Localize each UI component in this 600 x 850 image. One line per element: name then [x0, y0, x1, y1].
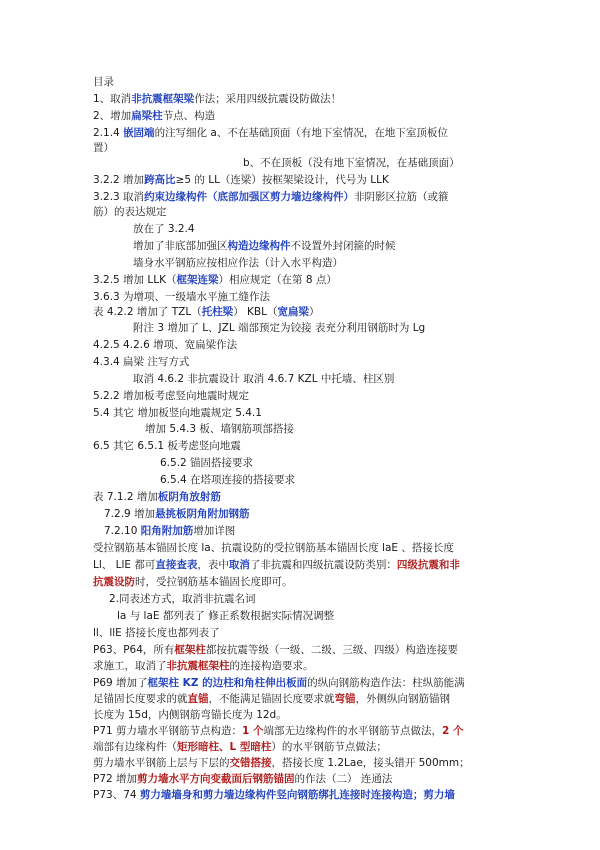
- blue-highlight-text: 构造边缘构件: [227, 240, 291, 252]
- text-line: [93, 741, 387, 754]
- body-text: ） KBL（: [233, 306, 278, 318]
- text-line: [93, 440, 241, 453]
- text-line: [133, 322, 425, 335]
- body-text: P63、P64，所有: [93, 644, 175, 656]
- red-highlight-text: 直锚: [187, 693, 209, 705]
- blue-highlight-text: 宽扁梁: [277, 306, 309, 318]
- body-text: 不设置外封闭箍的时候: [290, 240, 396, 252]
- body-text: 5.2.2 增加板考虑竖向地震时规定: [93, 390, 250, 402]
- body-text: 都按抗震等级（一级、二级、三级、四级）构造连接要: [205, 644, 458, 656]
- text-line: [93, 339, 237, 352]
- body-text: 的注写细化 a、不在基础顶面（有地下室情况，在地下室顶板位: [154, 127, 448, 139]
- body-text: 置）: [93, 142, 114, 154]
- body-text: 端部有边缘构件（: [93, 741, 177, 753]
- blue-highlight-text: 板阴角放射筋: [157, 491, 221, 503]
- text-line: [93, 407, 262, 420]
- text-line: [133, 373, 394, 386]
- body-text: 3.6.3 为增项、一级墙水平施工缝作法: [93, 291, 271, 303]
- body-text: 长度为 15d，内侧钢筋弯锚长度为 12d。: [93, 709, 287, 721]
- body-text: 墙身水平钢筋应按相应作法（计入水平构造）: [133, 257, 343, 269]
- blue-highlight-text: 框架柱 KZ 的边柱和角柱伸出板面: [147, 677, 308, 689]
- body-text: 取消 4.6.2 非抗震设计 取消 4.6.7 KZL 中托墙、柱区别: [133, 373, 395, 385]
- text-line: [104, 525, 235, 538]
- text-line: [93, 789, 455, 802]
- text-line: [93, 693, 450, 706]
- body-text: 表 4.2.2 增加了 TZL（: [93, 306, 202, 318]
- blue-highlight-text: 跨高比: [144, 174, 176, 186]
- body-text: 6.5.2 锚固搭接要求: [160, 457, 254, 469]
- body-text: ，表中: [197, 559, 229, 571]
- red-highlight-text: 交错搭接: [229, 757, 272, 769]
- body-text: 3.2.5 增加 LLK（: [93, 274, 177, 286]
- body-text: 增加详图: [193, 525, 236, 537]
- body-text: 增加了非底部加强区: [133, 240, 228, 252]
- text-line: [117, 610, 334, 623]
- text-line: [93, 709, 287, 722]
- text-line: [93, 356, 189, 369]
- text-line: [93, 542, 454, 555]
- body-text: b、不在顶板（没有地下室情况，在基础顶面）: [243, 157, 460, 169]
- body-text: 7.2.10: [104, 525, 141, 537]
- body-text: 的作法（二） 连通法: [294, 773, 393, 785]
- text-line: [109, 593, 256, 606]
- body-text: 7.2.9 增加: [104, 508, 156, 520]
- red-highlight-text: 四级抗震和非: [396, 559, 460, 571]
- red-highlight-text: 2 个: [442, 725, 464, 737]
- text-line: [93, 206, 167, 219]
- body-text: 4.3.4 扁梁 注写方式: [93, 356, 190, 368]
- text-line: [93, 191, 449, 204]
- body-text: 3.2.3 取消: [93, 191, 145, 203]
- text-line: [93, 576, 293, 589]
- text-line: [243, 157, 460, 170]
- body-text: P73、74: [93, 789, 140, 801]
- red-highlight-text: 抗震设防: [93, 576, 135, 588]
- text-line: [93, 76, 114, 89]
- text-line: [160, 474, 295, 487]
- body-text: 求施工，取消了: [93, 660, 167, 672]
- text-line: [93, 142, 114, 155]
- body-text: 6.5 其它 6.5.1 板考虑竖向地震: [93, 440, 241, 452]
- red-highlight-text: 弯锚: [334, 693, 356, 705]
- body-text: 3.2.2 增加: [93, 174, 145, 186]
- body-text: 2.1.4: [93, 127, 124, 139]
- body-text: 受拉钢筋基本锚固长度 la、抗震设防的受拉钢筋基本锚固长度 laE 、搭接长度: [93, 542, 454, 554]
- body-text: 的连接构造要求。: [229, 660, 314, 672]
- body-text: 放在了 3.2.4: [133, 223, 195, 235]
- blue-highlight-text: 托柱梁: [201, 306, 234, 318]
- body-text: P72 增加: [93, 773, 138, 785]
- text-line: [93, 306, 319, 319]
- body-text: 目录: [93, 76, 114, 88]
- body-text: 增加 5.4.3 板、墙钢筋项部搭接: [145, 423, 294, 435]
- body-text: ，外侧纵向钢筋锚钢: [355, 693, 450, 705]
- text-line: [160, 457, 253, 470]
- text-line: [93, 559, 460, 572]
- body-text: 节点、构造: [162, 110, 216, 122]
- body-text: ，不能满足锚固长度要求就: [208, 693, 335, 705]
- red-highlight-text: 1 个: [242, 725, 264, 737]
- body-text: ）: [308, 306, 320, 318]
- text-line: [93, 725, 463, 738]
- red-highlight-text: 剪力墙水平方向变截面后钢筋锚固: [137, 773, 295, 785]
- body-text: 2、增加: [93, 110, 132, 122]
- body-text: 筋）的表达规定: [93, 206, 167, 218]
- body-text: ）相应规定（在第 8 点）: [218, 274, 337, 286]
- text-line: [93, 127, 448, 140]
- blue-highlight-text: 阳角附加筋: [140, 525, 194, 537]
- body-text: 表 7.1.2 增加: [93, 491, 158, 503]
- body-text: ll、llE 搭接长度也都列表了: [93, 627, 220, 639]
- body-text: P69 增加了: [93, 677, 148, 689]
- body-text: 端部无边缘构件的水平钢筋节点做法，: [263, 725, 442, 737]
- body-text: 的纵向钢筋构造作法：柱纵筋能满: [307, 677, 465, 689]
- body-text: 足锚固长度要求的就: [93, 693, 188, 705]
- body-text: 时，受拉钢筋基本锚固长度即可。: [135, 576, 293, 588]
- body-text: 1、取消: [93, 93, 132, 105]
- body-text: la 与 laE 都列表了 修正系数根据实际情况调整: [117, 610, 335, 622]
- blue-highlight-text: 直接查表: [155, 559, 198, 571]
- blue-highlight-text: 取消: [228, 559, 250, 571]
- text-line: [93, 274, 337, 287]
- text-line: [93, 677, 465, 690]
- red-highlight-text: 非抗震框架柱: [166, 660, 230, 672]
- text-line: [93, 291, 270, 304]
- body-text: ）的水平钢筋节点做法；: [271, 741, 387, 753]
- body-text: 非阴影区拉筋（或箍: [354, 191, 449, 203]
- body-text: ≥5 的 LL（连梁）按框架梁设计，代号为 LLK: [175, 174, 389, 186]
- text-line: [93, 110, 215, 123]
- text-line: [93, 627, 220, 640]
- body-text: ，搭接长度 1.2Lae，接头错开 500mm；: [271, 757, 470, 769]
- body-text: 6.5.4 在塔项连接的搭接要求: [160, 474, 296, 486]
- text-line: [93, 93, 341, 106]
- blue-highlight-text: 悬挑板阴角附加钢筋: [155, 508, 250, 520]
- blue-highlight-text: 剪力墙墙身和剪力墙边缘构件竖向钢筋绑扎连接时连接构造；剪力墙: [139, 789, 455, 801]
- text-line: [145, 423, 294, 436]
- text-line: [133, 240, 396, 253]
- text-line: [93, 660, 314, 673]
- blue-highlight-text: 框架连梁: [176, 274, 219, 286]
- body-text: 5.4 其它 增加板竖向地震规定 5.4.1: [93, 407, 262, 419]
- body-text: 了非抗震和四级抗震设防类别：: [249, 559, 397, 571]
- body-text: 作法；采用四级抗震设防做法！: [194, 93, 342, 105]
- text-line: [133, 223, 195, 236]
- text-line: [93, 491, 221, 504]
- body-text: P71 剪力墙水平钢筋节点构造：: [93, 725, 243, 737]
- blue-highlight-text: 嵌固端: [123, 127, 155, 139]
- text-line: [104, 508, 250, 521]
- body-text: 2.同表述方式，取消非抗震名词: [109, 593, 256, 605]
- blue-highlight-text: 扁梁柱: [131, 110, 163, 122]
- body-text: Ll、 LlE 都可: [93, 559, 156, 571]
- text-line: [93, 773, 392, 786]
- text-line: [93, 757, 470, 770]
- red-highlight-text: 框架柱: [174, 644, 206, 656]
- text-line: [93, 390, 249, 403]
- text-line: [93, 644, 458, 657]
- body-text: 附注 3 增加了 L、JZL 端部预定为铰接 表充分利用钢筋时为 Lg: [133, 322, 426, 334]
- text-line: [133, 257, 343, 270]
- text-line: [93, 174, 389, 187]
- body-text: 4.2.5 4.2.6 增项、宽扁梁作法: [93, 339, 238, 351]
- red-highlight-text: 矩形暗柱、L 型暗柱: [177, 741, 272, 753]
- blue-highlight-text: 约束边缘构件（底部加强区剪力墙边缘构件）: [144, 191, 355, 203]
- body-text: 剪力墙水平钢筋上层与下层的: [93, 757, 230, 769]
- blue-highlight-text: 非抗震框架梁: [131, 93, 195, 105]
